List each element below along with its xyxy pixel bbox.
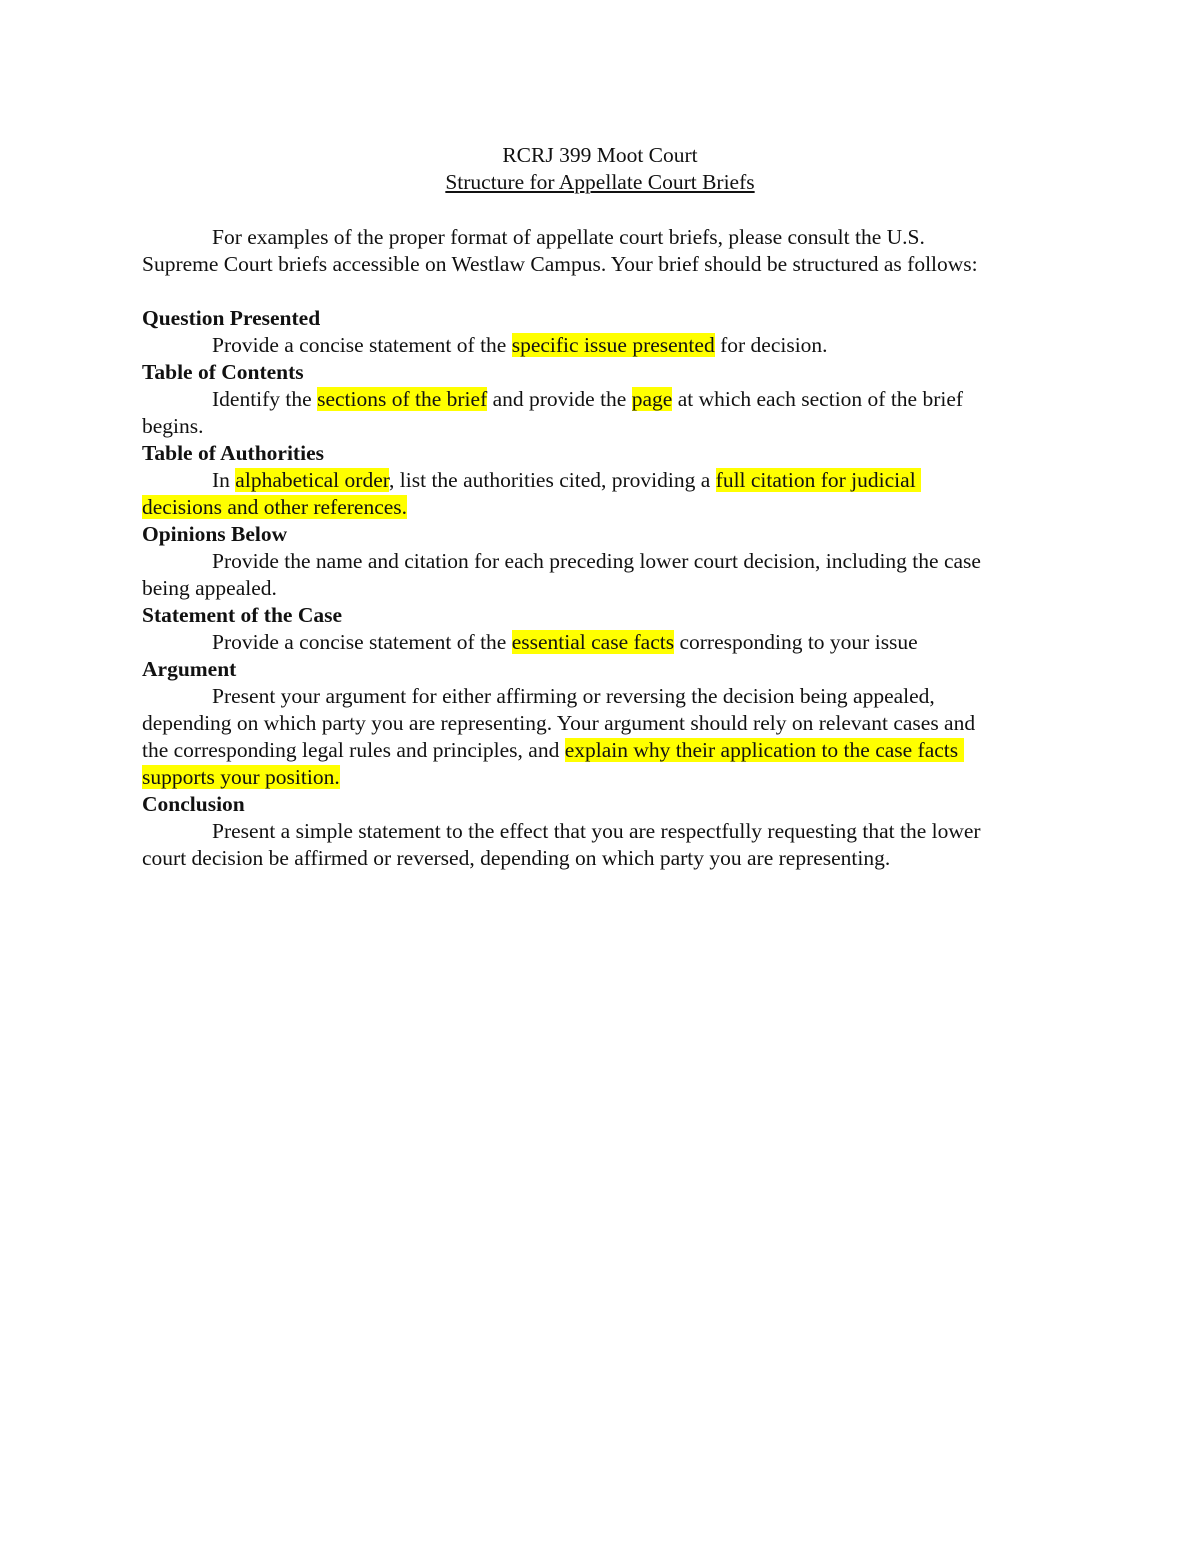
- highlighted-text: supports your position.: [142, 765, 340, 789]
- text-run: Provide a concise statement of the: [212, 630, 512, 654]
- text-run: the corresponding legal rules and principles, and: [142, 738, 565, 762]
- section-text-opinions-below-cont: being appealed.: [142, 576, 277, 600]
- document-title: RCRJ 399 Moot Court: [502, 143, 698, 167]
- section-text-question-presented: [142, 332, 1072, 359]
- highlighted-text: decisions and other references.: [142, 495, 408, 519]
- section-text-table-of-contents: [142, 386, 1072, 413]
- document-subtitle: Structure for Appellate Court Briefs: [445, 170, 755, 194]
- intro-line-2: Supreme Court briefs accessible on Westlaw Campus. Your brief should be structured as follows:: [142, 252, 978, 276]
- section-heading-conclusion: Conclusion: [142, 792, 245, 816]
- section-text-conclusion-2: court decision be affirmed or reversed, depending on which party you are representing.: [142, 846, 891, 870]
- section-heading-opinions-below: Opinions Below: [142, 522, 288, 546]
- section-text-table-of-authorities: [142, 467, 1072, 494]
- highlighted-text: essential case facts: [511, 630, 675, 654]
- intro-line-1: For examples of the proper format of appellate court briefs, please consult the U.S.: [212, 225, 925, 249]
- text-run: and provide the: [487, 387, 632, 411]
- section-text-statement-of-case: [142, 629, 1072, 656]
- section-heading-argument: Argument: [142, 657, 237, 681]
- section-heading-table-of-authorities: Table of Authorities: [142, 441, 324, 465]
- section-text-table-of-contents-cont: begins.: [142, 414, 204, 438]
- highlighted-text: alphabetical order: [235, 468, 390, 492]
- highlighted-text: sections of the brief: [317, 387, 488, 411]
- text-run: corresponding to your issue: [674, 630, 918, 654]
- highlighted-text: full citation for judicial: [715, 468, 922, 492]
- document-body: [142, 224, 1072, 872]
- spacer: [142, 278, 1072, 305]
- title-block: [0, 142, 1200, 196]
- section-text-opinions-below: Provide the name and citation for each preceding lower court decision, including the case: [212, 549, 981, 573]
- section-text-argument-3: [142, 737, 1072, 764]
- highlighted-text: page: [631, 387, 673, 411]
- section-text-argument-1: Present your argument for either affirming or reversing the decision being appealed,: [212, 684, 935, 708]
- section-heading-question-presented: Question Presented: [142, 306, 321, 330]
- text-run: at which each section of the brief: [672, 387, 964, 411]
- section-text-conclusion-1: Present a simple statement to the effect that you are respectfully requesting that the lower: [212, 819, 981, 843]
- text-run: Provide a concise statement of the: [212, 333, 512, 357]
- text-run: for decision.: [714, 333, 828, 357]
- highlighted-text: explain why their application to the case facts: [564, 738, 964, 762]
- section-text-argument-4: [142, 764, 1072, 791]
- highlighted-text: specific issue presented: [511, 333, 715, 357]
- text-run: In: [212, 468, 236, 492]
- text-run: , list the authorities cited, providing a: [389, 468, 716, 492]
- section-text-table-of-authorities-cont: [142, 494, 1072, 521]
- section-text-argument-2: depending on which party you are representing. Your argument should rely on relevant cases and: [142, 711, 976, 735]
- section-heading-table-of-contents: Table of Contents: [142, 360, 304, 384]
- text-run: Identify the: [212, 387, 318, 411]
- section-heading-statement-of-case: Statement of the Case: [142, 603, 343, 627]
